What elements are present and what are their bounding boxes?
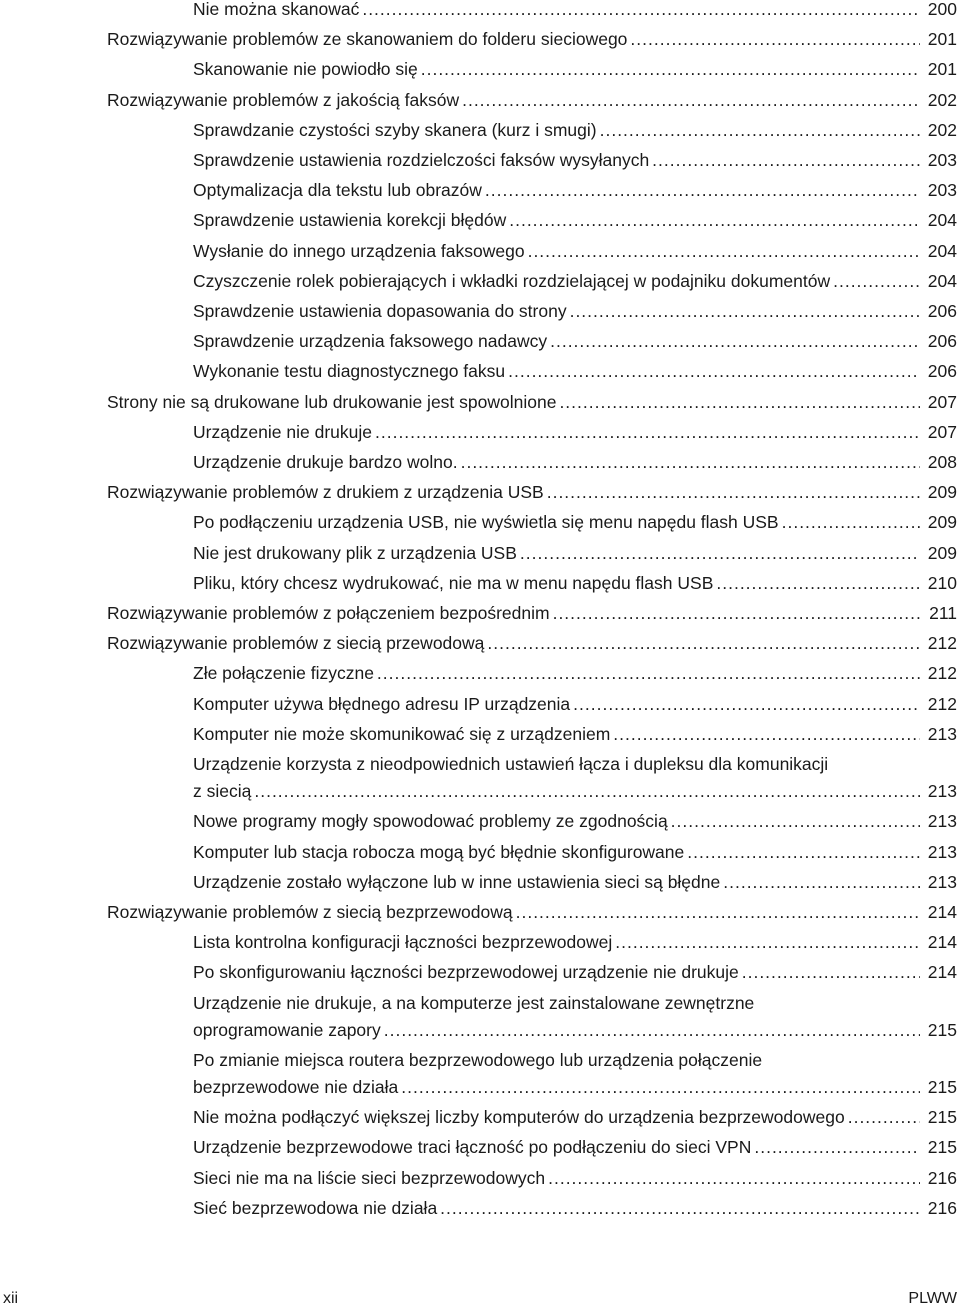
toc-entry-row [193,808,957,834]
toc-entry-page: 209 [927,542,957,563]
toc-entry-title: Nie można skanować [193,0,360,19]
toc-entry-row [107,389,957,415]
toc-entry-row [107,87,957,113]
toc-entry-page: 216 [927,1167,957,1188]
dot-leader [440,1195,920,1221]
toc-entry[interactable] [193,238,957,264]
toc-entry[interactable] [193,990,957,1043]
toc-entry-title: bezprzewodowe nie działa [193,1076,399,1097]
toc-entry[interactable] [193,358,957,384]
toc-entry-page: 216 [927,1197,957,1218]
toc-entry[interactable] [193,268,957,294]
dot-leader [485,177,920,203]
toc-entry-row [193,959,957,985]
toc-entry-row [193,1074,957,1100]
toc-entry-page: 213 [927,811,957,832]
toc-entry[interactable] [193,207,957,233]
dot-leader [671,808,920,834]
toc-entry-title: Rozwiązywanie problemów z siecią bezprzewodową [107,901,513,922]
dot-leader [461,449,920,475]
toc-entry[interactable] [193,147,957,173]
dot-leader [833,268,920,294]
toc-entry[interactable] [193,56,957,82]
toc-entry-title: Pliku, który chcesz wydrukować, nie ma w menu napędu flash USB [193,572,714,593]
toc-entry-row [193,778,957,804]
toc-entry-title: Czyszczenie rolek pobierających i wkładki rozdzielającej w podajniku dokumentów [193,270,831,291]
toc-entry-title: Złe połączenie fizyczne [193,663,374,684]
toc-entry[interactable] [193,1165,957,1191]
dot-leader [723,869,920,895]
toc-entry-page: 214 [927,901,957,922]
toc-entry[interactable] [193,328,957,354]
toc-entry-page: 201 [927,59,957,80]
toc-entry-page: 215 [927,1019,957,1040]
toc-entry-row [193,570,957,596]
toc-entry-title: Lista kontrolna konfiguracji łączności bezprzewodowej [193,932,613,953]
toc-entry[interactable] [107,389,957,415]
dot-leader [550,328,920,354]
toc-entry-page: 213 [927,871,957,892]
toc-entry-title: Urządzenie zostało wyłączone lub w inne ustawienia sieci są błędne [193,871,721,892]
toc-entry-title: Skanowanie nie powiodło się [193,59,418,80]
dot-leader [528,238,920,264]
toc-entry-title: Urządzenie drukuje bardzo wolno. [193,452,458,472]
toc-entry-row [193,177,957,203]
toc-entry-title: Sprawdzenie urządzenia faksowego nadawcy [193,331,548,352]
toc-entry-title: Rozwiązywanie problemów z jakością faksów [107,89,460,110]
toc-entry-row [193,869,957,895]
toc-entry-page: 214 [927,962,957,983]
toc-entry-page: 212 [927,693,957,714]
dot-leader [384,1017,920,1043]
toc-entry-title: Rozwiązywanie problemów ze skanowaniem do folderu sieciowego [107,29,628,50]
dot-leader [375,419,920,445]
toc-entry[interactable] [193,509,957,535]
toc-entry[interactable] [193,660,957,686]
footer-page-number: xii [3,1290,19,1307]
toc-entry-row [193,1165,957,1191]
toc-entry-row [193,660,957,686]
toc-entry-page: 212 [927,663,957,684]
toc-entry-title: Strony nie są drukowane lub drukowanie jest spowolnione [107,391,557,412]
toc-entry[interactable] [193,0,957,22]
toc-entry-row [193,358,957,384]
toc-entry-title: Sprawdzanie czystości szyby skanera (kurz i smugi) [193,119,597,140]
toc-entry-title: Urządzenie bezprzewodowe traci łączność po podłączeniu do sieci VPN [193,1137,752,1158]
dot-leader [613,721,920,747]
toc-entry-title: Komputer używa błędnego adresu IP urządzenia [193,693,571,714]
toc-entry[interactable] [193,808,957,834]
toc-entry-page: 206 [927,301,957,321]
dot-leader [742,959,920,985]
toc-entry[interactable] [193,419,957,445]
toc-entry-page: 204 [927,270,957,291]
toc-entry[interactable] [193,117,957,143]
toc-entry-page: 215 [927,1076,957,1097]
toc-entry-page: 209 [927,512,957,533]
dot-leader [573,691,920,717]
toc-entry-row [193,1195,957,1221]
toc-entry-page: 214 [927,932,957,953]
toc-entry-title: Urządzenie nie drukuje [193,421,372,442]
toc-entry-row [193,328,957,354]
toc-entry-row [193,298,957,324]
toc-entry-row [193,509,957,535]
toc-entry-page: 213 [927,841,957,862]
toc-entry[interactable] [193,540,957,566]
toc-entry-title: Komputer nie może skomunikować się z urządzeniem [193,723,611,744]
toc-entry[interactable] [107,479,957,505]
toc-entry-title: Rozwiązywanie problemów z siecią przewodową [107,633,485,654]
toc-entry[interactable] [193,1195,957,1221]
toc-entry-title: Rozwiązywanie problemów z połączeniem bezpośrednim [107,603,550,623]
toc-entry-page: 210 [927,572,957,593]
dot-leader [782,509,920,535]
dot-leader [421,56,920,82]
toc-entry[interactable] [193,1047,957,1100]
dot-leader [754,1134,920,1160]
toc-entry-page: 212 [927,633,957,654]
toc-entry[interactable] [193,869,957,895]
dot-leader [600,117,920,143]
toc-entry[interactable] [193,570,957,596]
toc-entry-title: Sprawdzenie ustawienia dopasowania do strony [193,301,567,321]
toc-entry-row [193,207,957,233]
toc-entry-title-line1: Urządzenie korzysta z nieodpowiednich ustawień łącza i dupleksu dla komunikacji [193,754,829,774]
toc-entry-title: Sprawdzenie ustawienia rozdzielczości faksów wysyłanych [193,150,650,170]
toc-entry-row [193,839,957,865]
toc-entry-title: z siecią [193,781,252,801]
toc-entry[interactable] [107,600,957,626]
dot-leader [362,0,920,22]
dot-leader [254,778,920,804]
toc-entry[interactable] [193,721,957,747]
toc-entry-row [193,238,957,264]
dot-leader [516,899,920,925]
toc-entry-row [107,26,957,52]
toc-entry-page: 201 [927,29,957,50]
dot-leader [547,479,920,505]
toc-entry[interactable] [107,26,957,52]
dot-leader [462,87,920,113]
dot-leader [401,1074,920,1100]
toc-entry[interactable] [193,929,957,955]
dot-leader [687,839,920,865]
toc-entry-title: Sieci nie ma na liście sieci bezprzewodowych [193,1167,546,1188]
toc-entry-row [107,899,957,925]
toc-entry-title: Sprawdzenie ustawienia korekcji błędów [193,210,507,231]
toc-entry-page: 200 [927,0,957,19]
toc-entry-page: 206 [927,331,957,352]
toc-entry-row [193,540,957,566]
toc-entry-title: Sieć bezprzewodowa nie działa [193,1197,438,1218]
toc-entry[interactable] [107,899,957,925]
toc-entry[interactable] [107,630,957,656]
toc-entry-row [193,691,957,717]
dot-leader [508,358,920,384]
toc-entry-page: 204 [927,240,957,261]
toc-entry-page: 206 [927,361,957,382]
toc-entry-page: 208 [927,452,957,472]
toc-entry-title: Komputer lub stacja robocza mogą być błędnie skonfigurowane [193,841,685,862]
toc-entry-title: Po skonfigurowaniu łączności bezprzewodowej urządzenie nie drukuje [193,962,739,983]
dot-leader [553,600,920,626]
toc-entry-row [193,1134,957,1160]
dot-leader [559,389,920,415]
toc-entry[interactable] [193,449,957,475]
dot-leader [630,26,920,52]
toc-entry-row [193,721,957,747]
toc-entry-page: 209 [927,482,957,503]
toc-entry-page: 215 [927,1107,957,1128]
toc-entry[interactable] [193,1134,957,1160]
toc-entry-title: Rozwiązywanie problemów z drukiem z urządzenia USB [107,482,544,503]
dot-leader [570,298,920,324]
toc-entry[interactable] [193,751,957,804]
toc-entry-title: Nie można podłączyć większej liczby komputerów do urządzenia bezprzewodowego [193,1107,845,1128]
toc-entry-row [193,0,957,22]
toc-entry-title: Nie jest drukowany plik z urządzenia USB [193,542,517,563]
toc-entry-row [107,479,957,505]
toc-entry[interactable] [193,1104,957,1130]
toc-entry-page: 213 [927,723,957,744]
dot-leader [848,1104,920,1130]
toc-entry[interactable] [107,87,957,113]
toc-entry[interactable] [193,298,957,324]
toc-entry-title: Optymalizacja dla tekstu lub obrazów [193,180,482,201]
toc-entry-page: 213 [927,781,957,801]
dot-leader [716,570,920,596]
toc-entry[interactable] [193,959,957,985]
toc-entry-page: 207 [927,421,957,442]
toc-entry-row [193,1104,957,1130]
toc-entry-page: 203 [927,150,957,170]
toc-entry-row [107,600,957,626]
toc-entry-title: oprogramowanie zapory [193,1019,381,1040]
toc-entry-row [193,929,957,955]
toc-entry-row [193,268,957,294]
dot-leader [548,1165,920,1191]
toc-entry[interactable] [193,177,957,203]
toc-entry-page: 215 [927,1137,957,1158]
toc-entry-page: 202 [927,89,957,110]
dot-leader [377,660,920,686]
dot-leader [652,147,920,173]
toc-entry-title-line1: Po zmianie miejsca routera bezprzewodowego lub urządzenia połączenie [193,1049,763,1070]
toc-entry-row [193,117,957,143]
toc-entry-title: Wykonanie testu diagnostycznego faksu [193,361,506,382]
toc-entry-title: Nowe programy mogły spowodować problemy ze zgodnością [193,811,668,832]
toc-entry-page: 207 [927,391,957,412]
toc-entry-title: Wysłanie do innego urządzenia faksowego [193,240,525,261]
dot-leader [520,540,920,566]
dot-leader [487,630,920,656]
dot-leader [615,929,920,955]
toc-entry-row [193,147,957,173]
toc-entry-row [193,1017,957,1043]
toc-entry-row [193,419,957,445]
toc-entry-page: 211 [929,603,957,623]
toc-entry-title-line1: Urządzenie nie drukuje, a na komputerze jest zainstalowane zewnętrzne [193,992,755,1013]
footer-doc-code: PLWW [908,1290,957,1307]
dot-leader [509,207,920,233]
toc-entry-row [107,630,957,656]
toc-entry-page: 204 [927,210,957,231]
toc-entry-page: 203 [927,180,957,201]
toc-entry[interactable] [193,691,957,717]
toc-entry[interactable] [193,839,957,865]
toc-entry-row [193,56,957,82]
toc-entry-title: Po podłączeniu urządzenia USB, nie wyświetla się menu napędu flash USB [193,512,779,533]
toc-entry-page: 202 [927,119,957,140]
toc-entry-row [193,449,957,475]
